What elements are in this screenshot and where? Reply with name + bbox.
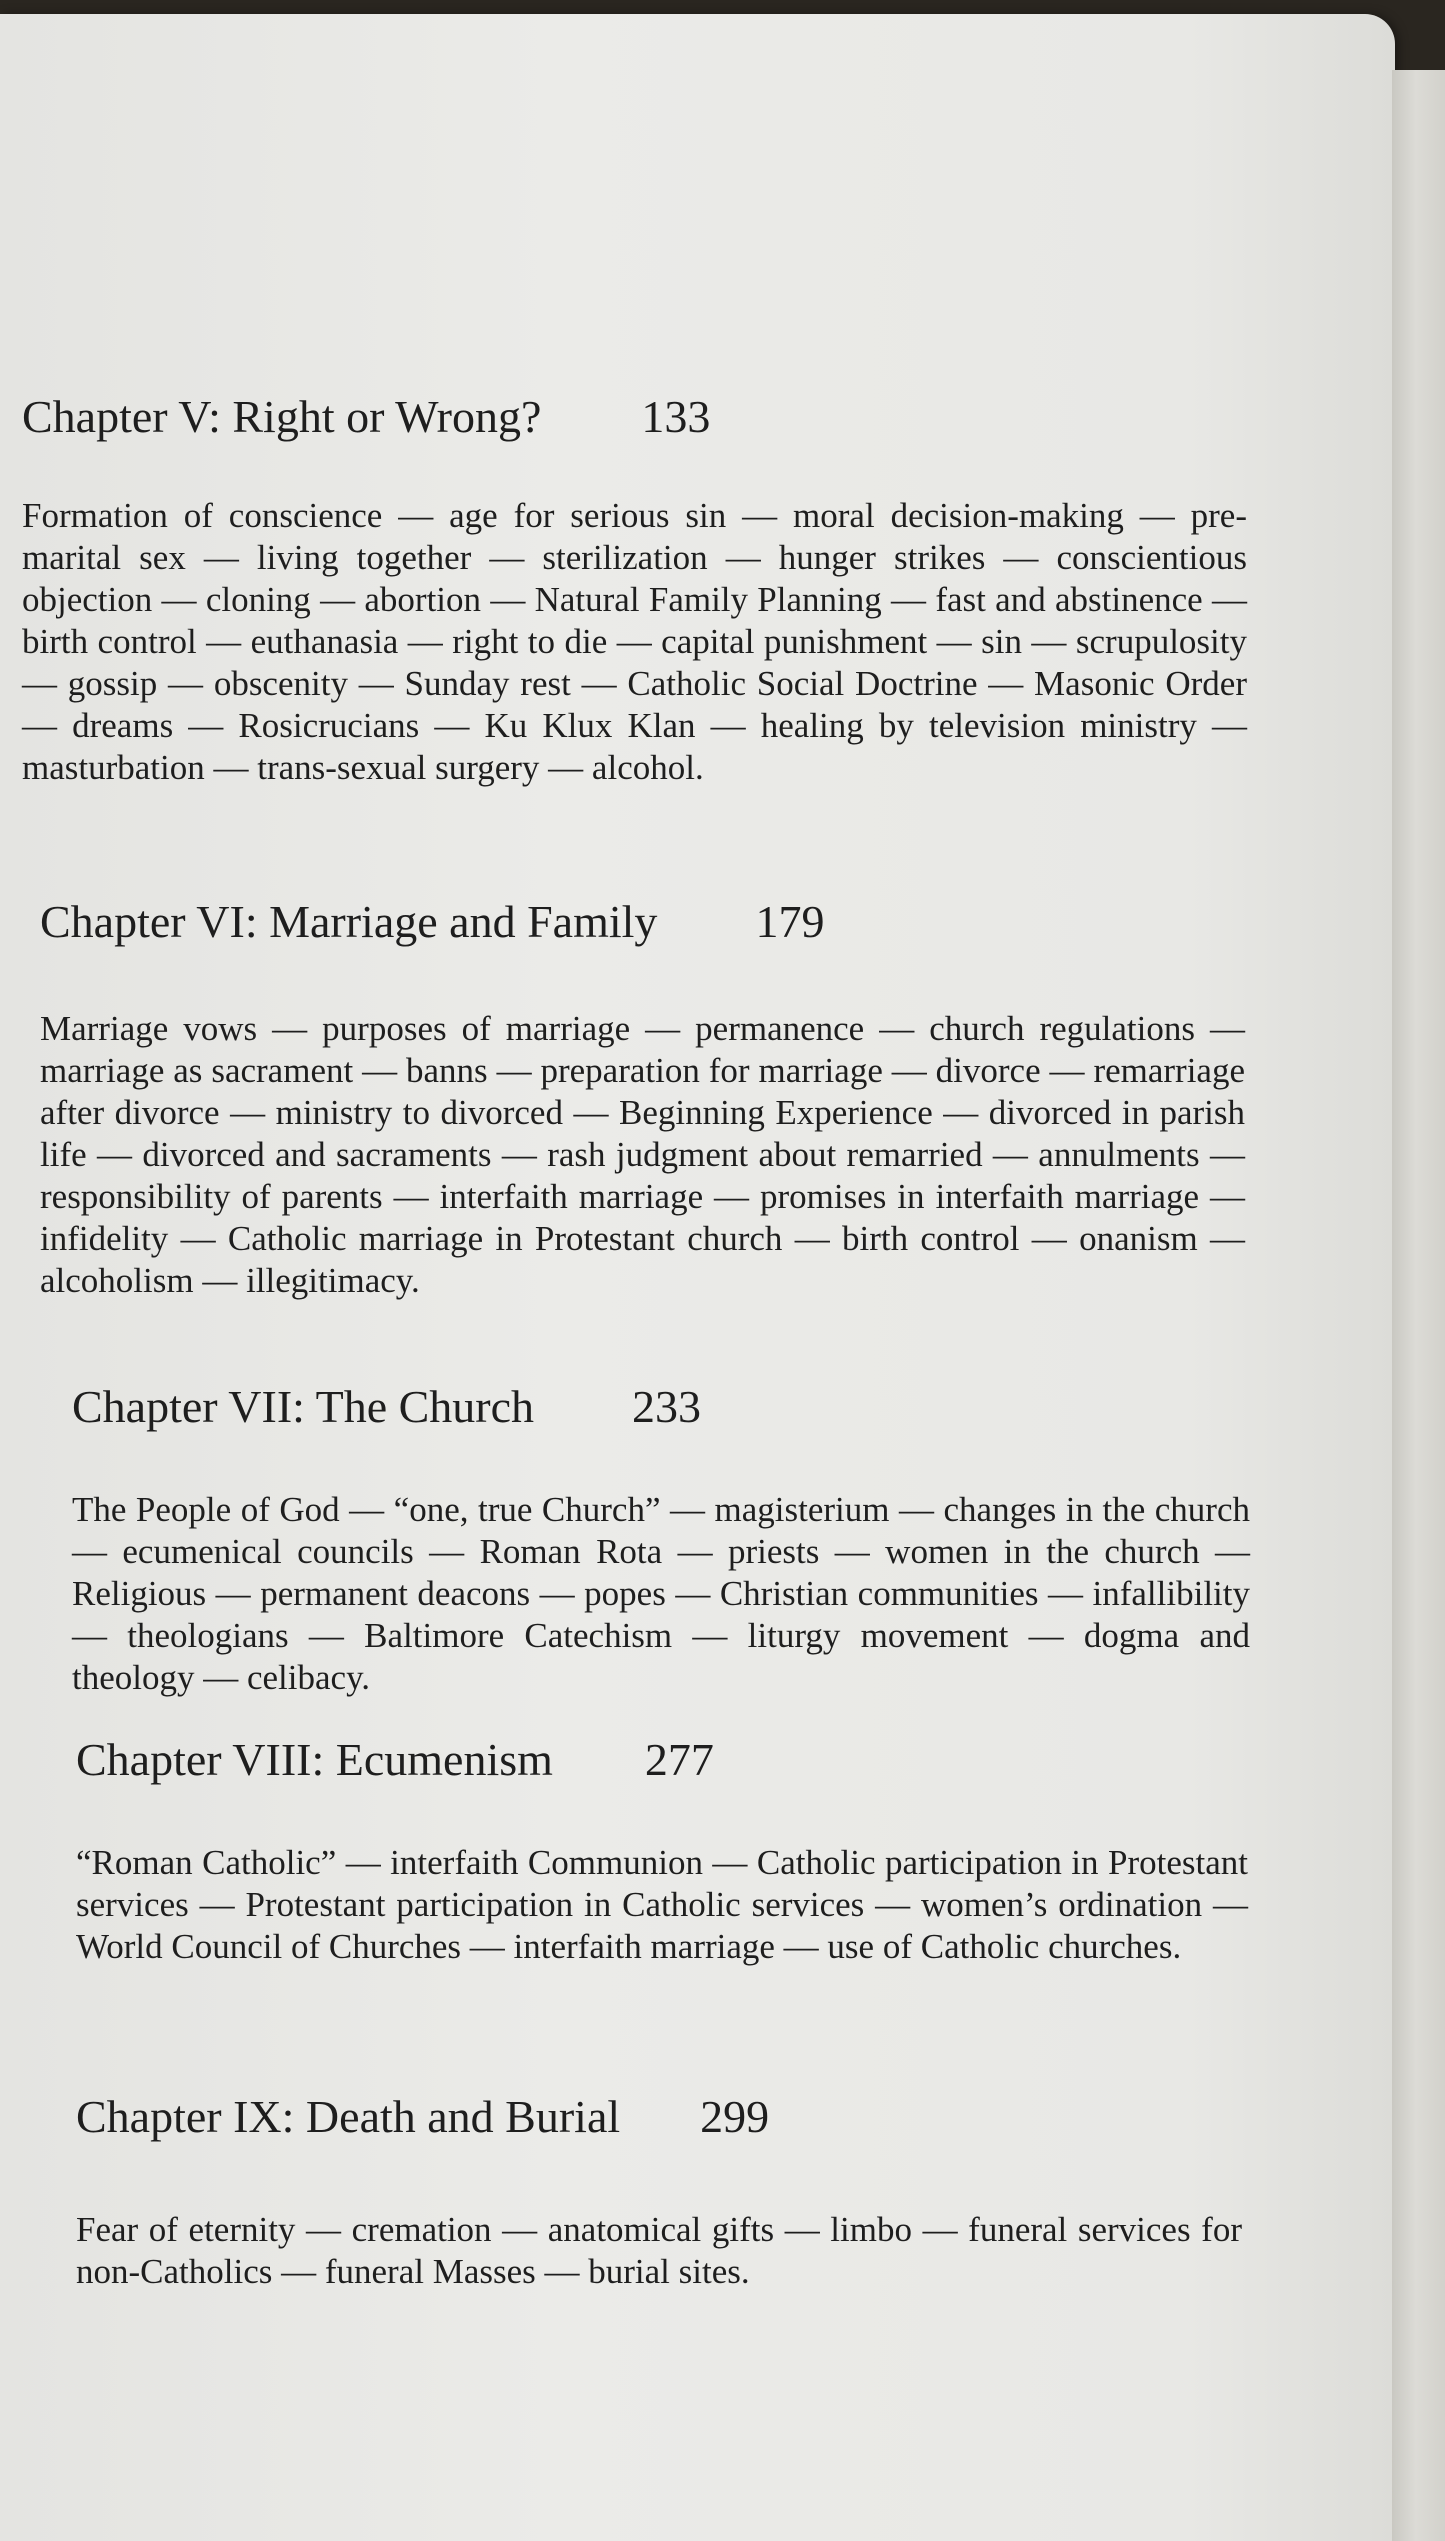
chapter-9-entry	[76, 2089, 1242, 2293]
chapter-page-number: 233	[632, 1381, 702, 1432]
chapter-page-number: 179	[755, 896, 825, 947]
chapter-page-number: 277	[644, 1734, 714, 1785]
chapter-5-entry	[22, 389, 1247, 789]
chapter-topics: Formation of conscience — age for serious sin — moral decision-making — pre-marital sex — living together — sterilization — hunger strikes — conscientious objection — cloning — abortion — Natural Family Planning — fast and abstinence — birth control — euthanasia — right to die — capital punishment — sin — scrupulosity — gossip — obscenity — Sunday rest — Catholic Social Doctrine — Masonic Order — dreams — Rosicrucians — Ku Klux Klan — healing by television ministry — masturbation — trans-sexual surgery — alcohol.	[22, 496, 1247, 787]
chapter-heading	[40, 894, 1245, 950]
book-page	[0, 14, 1395, 2541]
chapter-title: Chapter VIII: Ecumenism	[76, 1734, 553, 1785]
chapter-topics: “Roman Catholic” — interfaith Communion — Catholic participation in Protestant services — Protestant participation in Catholic services — women’s ordination — World Council of Churches — interfaith marriage — use of Catholic churches.	[76, 1843, 1248, 1966]
chapter-6-entry	[40, 894, 1245, 1302]
chapter-page-number: 299	[700, 2091, 770, 2142]
chapter-heading	[76, 2089, 1242, 2145]
chapter-topics: Marriage vows — purposes of marriage — permanence — church regulations — marriage as sacrament — banns — preparation for marriage — divorce — remarriage after divorce — ministry to divorced — Beginning Experience — divorced in parish life — divorced and sacraments — rash judgment about remarried — annulments — responsibility of parents — interfaith marriage — promises in interfaith marriage — infidelity — Catholic marriage in Protestant church — birth control — onanism — alcoholism — illegitimacy.	[40, 1009, 1245, 1300]
chapter-title: Chapter VI: Marriage and Family	[40, 896, 658, 947]
chapter-heading	[76, 1732, 1248, 1788]
chapter-title: Chapter VII: The Church	[72, 1381, 535, 1432]
chapter-page-number: 133	[641, 391, 711, 442]
chapter-topics: Fear of eternity — cremation — anatomical gifts — limbo — funeral services for non-Catholics — funeral Masses — burial sites.	[76, 2210, 1242, 2291]
adjacent-page-edge	[1392, 70, 1445, 2541]
chapter-7-entry	[72, 1379, 1250, 1699]
chapter-heading	[22, 389, 1247, 445]
chapter-topics: The People of God — “one, true Church” — magisterium — changes in the church — ecumenical councils — Roman Rota — priests — women in the church — Religious — permanent deacons — popes — Christian communities — infallibility — theologians — Baltimore Catechism — liturgy movement — dogma and theology — celibacy.	[72, 1490, 1250, 1697]
chapter-title: Chapter V: Right or Wrong?	[22, 391, 542, 442]
chapter-8-entry	[76, 1732, 1248, 1968]
chapter-heading	[72, 1379, 1250, 1435]
chapter-title: Chapter IX: Death and Burial	[76, 2091, 621, 2142]
